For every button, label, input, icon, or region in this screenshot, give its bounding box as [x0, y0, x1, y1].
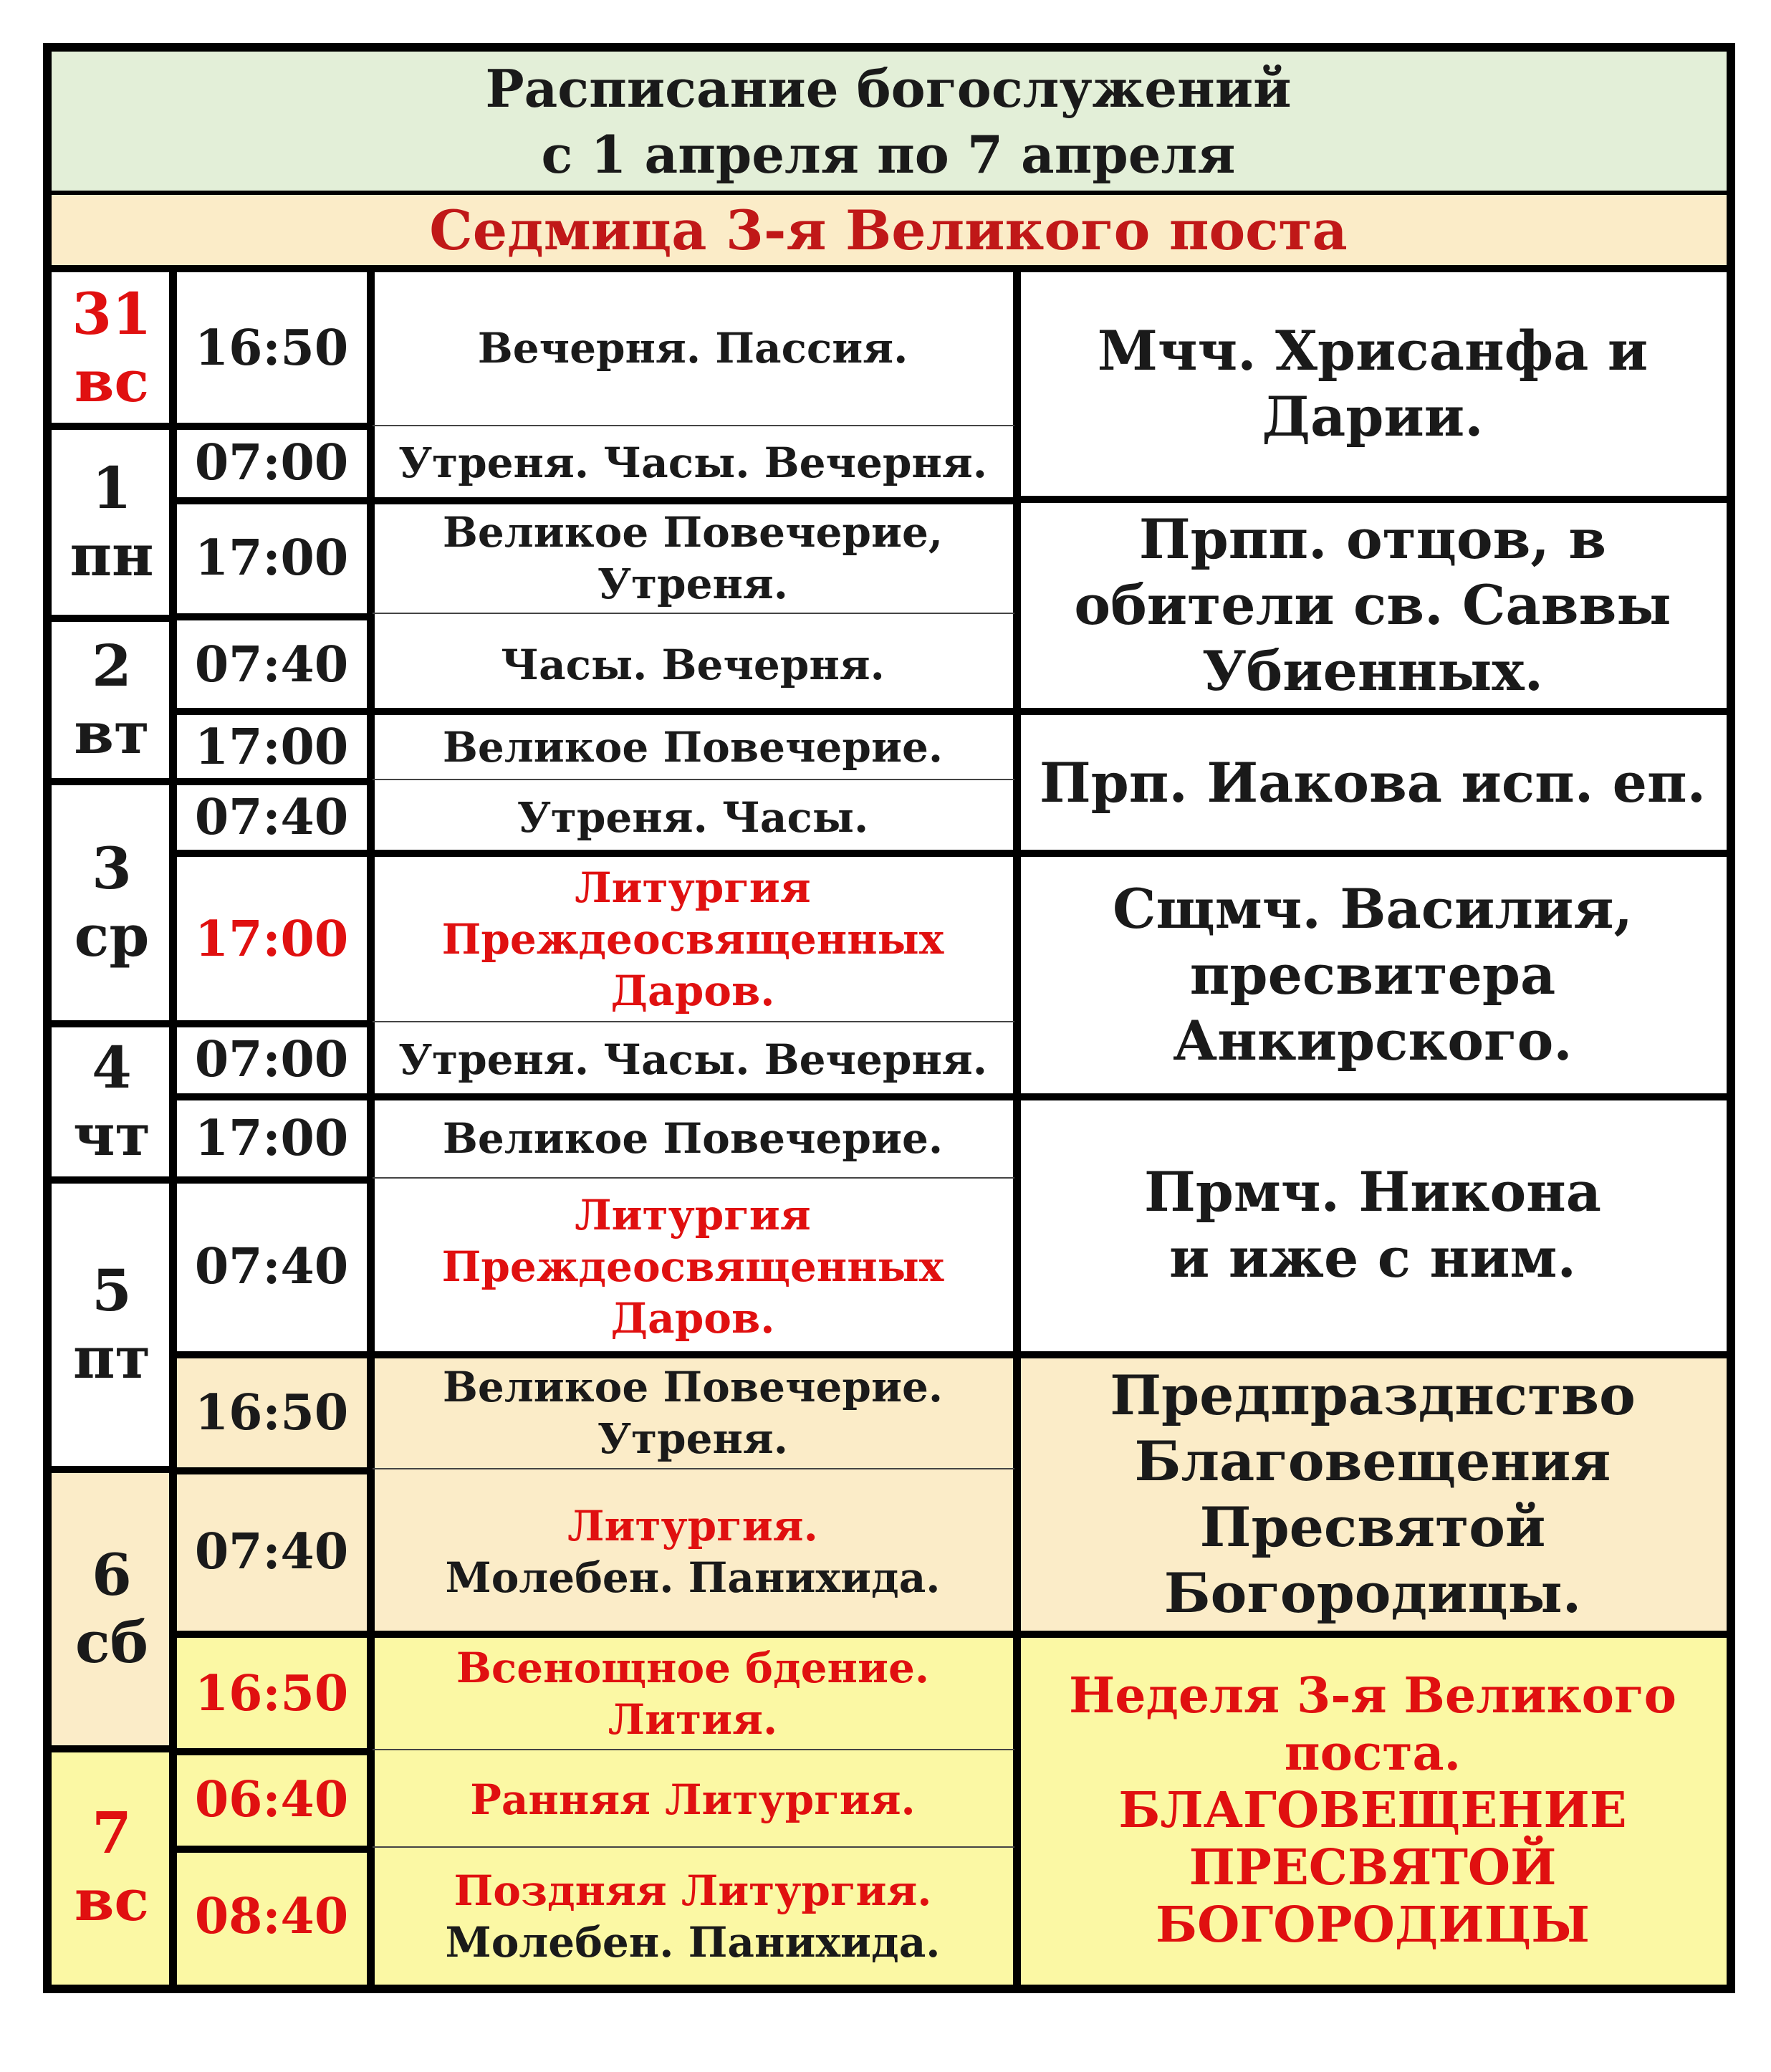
service-cell — [375, 1851, 1010, 1982]
time: 07:00 — [194, 1031, 349, 1088]
service-cell — [375, 1638, 1010, 1750]
saint-cell — [1019, 1357, 1727, 1632]
header-sep-thick — [52, 265, 1727, 272]
saint-line: и иже с ним. — [1169, 1226, 1576, 1290]
saint-line: Благовещения — [1134, 1429, 1611, 1493]
service-cell — [375, 784, 1010, 851]
service-cell — [375, 620, 1010, 709]
row-sep — [173, 1351, 371, 1358]
service-line: Преждеосвященных — [441, 915, 944, 964]
time-cell — [175, 1026, 368, 1093]
time: 17:00 — [194, 1110, 349, 1167]
time-cell — [175, 784, 368, 851]
service-line: Литургия — [575, 1191, 811, 1239]
service-line: Литургия — [575, 863, 811, 912]
saint-line: Пресвятой — [1199, 1495, 1546, 1559]
row-sep — [1017, 1631, 1728, 1638]
day-number: 6 — [92, 1541, 132, 1608]
service-cell — [375, 272, 1010, 424]
service-line: Ранняя Литургия. — [470, 1775, 916, 1824]
row-sep — [173, 1467, 371, 1474]
row-sep — [52, 1020, 173, 1027]
row-sep-thin — [373, 425, 1014, 426]
saint-line: Неделя 3-я Великого — [1068, 1667, 1676, 1725]
service-line: Великое Повечерие. — [442, 723, 944, 772]
day-5 — [52, 1182, 172, 1466]
service-line: Великое Повечерие. — [442, 1363, 944, 1411]
row-sep — [1017, 1351, 1728, 1358]
service-cell — [375, 1473, 1010, 1631]
row-sep-thin — [373, 1021, 1014, 1022]
day-number: 5 — [92, 1257, 132, 1324]
saint-line: Сщмч. Василия, — [1113, 877, 1633, 941]
row-sep — [373, 1631, 1014, 1638]
service-cell — [375, 504, 1010, 612]
time-cell — [175, 427, 368, 499]
row-sep — [373, 1093, 1014, 1100]
time: 08:40 — [194, 1888, 349, 1945]
row-sep — [1017, 496, 1728, 503]
row-sep — [173, 423, 371, 430]
time-cell — [175, 857, 368, 1022]
service-line: Всенощное бдение. — [456, 1644, 930, 1692]
day-7 — [52, 1751, 172, 1982]
time: 07:40 — [194, 636, 349, 694]
service-line: Молебен. Панихида. — [445, 1918, 941, 1967]
row-sep — [173, 778, 371, 785]
time: 17:00 — [194, 719, 349, 776]
row-sep — [173, 497, 371, 504]
day-weekday: сб — [75, 1608, 149, 1676]
day-number: 31 — [72, 280, 152, 347]
border-bottom — [43, 1985, 1735, 1993]
title-line-2: с 1 апреля по 7 апреля — [541, 124, 1236, 185]
col-sep-3 — [1013, 269, 1021, 1986]
row-sep-thin — [373, 1468, 1014, 1469]
day-4 — [52, 1026, 172, 1176]
saint-line: БЛАГОВЕЩЕНИЕ — [1118, 1782, 1627, 1839]
service-line: Утреня. Часы. Вечерня. — [398, 438, 987, 487]
week-label: Седмица 3-я Великого поста — [429, 198, 1348, 262]
day-2 — [52, 620, 172, 778]
row-sep — [373, 1351, 1014, 1358]
time: 16:50 — [194, 320, 349, 377]
day-number: 7 — [92, 1799, 132, 1866]
time-cell — [175, 620, 368, 709]
day-number: 2 — [92, 632, 132, 699]
saint-line: Предпразднство — [1110, 1363, 1636, 1427]
saint-cell — [1019, 715, 1727, 851]
service-line: Преждеосвященных — [441, 1242, 944, 1291]
service-cell — [375, 1026, 1010, 1093]
time-cell — [175, 272, 368, 424]
saint-cell — [1019, 1099, 1727, 1351]
service-line: Поздняя Литургия. — [453, 1866, 932, 1915]
border-top — [43, 43, 1735, 52]
saint-line: Прмч. Никона — [1143, 1160, 1602, 1224]
time-cell — [175, 1099, 368, 1178]
service-cell — [375, 715, 1010, 780]
service-cell — [375, 1357, 1010, 1469]
saint-cell — [1019, 502, 1727, 709]
service-line: Утреня. Часы. Вечерня. — [398, 1035, 987, 1084]
time: 16:50 — [194, 1384, 349, 1442]
row-sep — [52, 1745, 173, 1752]
saint-line: Дарии. — [1262, 385, 1484, 449]
time: 07:00 — [194, 434, 349, 491]
row-sep — [173, 1020, 371, 1027]
saint-line: ПРЕСВЯТОЙ — [1189, 1839, 1557, 1896]
day-6 — [52, 1472, 172, 1745]
title-line-1: Расписание богослужений — [485, 58, 1292, 119]
service-cell — [375, 857, 1010, 1022]
row-sep — [173, 1748, 371, 1755]
time-cell — [175, 1851, 368, 1982]
row-sep — [1017, 708, 1728, 715]
service-line: Вечерня. Пассия. — [477, 324, 908, 373]
saint-cell — [1019, 272, 1727, 496]
row-sep — [173, 1631, 371, 1638]
row-sep — [373, 850, 1014, 857]
service-line: Утреня. — [597, 560, 788, 608]
service-line: Великое Повечерие, — [442, 508, 944, 557]
service-line: Даров. — [610, 967, 775, 1015]
day-number: 1 — [92, 454, 132, 522]
row-sep — [52, 615, 173, 622]
service-line: Молебен. Панихида. — [445, 1553, 941, 1602]
service-cell — [375, 427, 1010, 499]
service-line: Лития. — [608, 1695, 778, 1744]
border-left — [43, 43, 52, 1993]
week-banner — [50, 193, 1727, 268]
time: 17:00 — [194, 529, 349, 587]
row-sep — [173, 1176, 371, 1184]
row-sep — [173, 1846, 371, 1853]
day-weekday: вс — [74, 347, 150, 415]
day-weekday: пн — [69, 522, 154, 589]
service-cell — [375, 1099, 1010, 1178]
day-31 — [52, 272, 172, 423]
row-sep — [52, 423, 173, 430]
saint-line: Мчч. Хрисанфа и — [1097, 319, 1648, 383]
service-line: Великое Повечерие. — [442, 1114, 944, 1163]
time-cell — [175, 1754, 368, 1846]
day-weekday: вс — [74, 1866, 150, 1934]
service-line: Утреня. — [597, 1414, 788, 1463]
saint-line: Убиенных. — [1201, 639, 1544, 703]
service-line: Часы. Вечерня. — [501, 641, 885, 689]
service-line: Даров. — [610, 1294, 775, 1343]
col-sep-2 — [367, 269, 375, 1986]
service-line: Литургия. — [567, 1502, 818, 1550]
saint-cell-sunday — [1019, 1638, 1727, 1983]
time-cell — [175, 504, 368, 612]
time: 07:40 — [194, 1523, 349, 1581]
saint-line: Богородицы. — [1163, 1561, 1582, 1625]
row-sep — [1017, 1093, 1728, 1100]
time: 07:40 — [194, 789, 349, 846]
service-cell — [375, 1182, 1010, 1351]
day-weekday: ср — [74, 902, 150, 969]
time: 07:40 — [194, 1238, 349, 1295]
day-1 — [52, 428, 172, 615]
row-sep — [373, 497, 1014, 504]
row-sep-thin — [373, 779, 1014, 780]
saint-line: Анкирского. — [1173, 1009, 1573, 1073]
saint-cell — [1019, 857, 1727, 1093]
row-sep-thin — [373, 1177, 1014, 1179]
row-sep — [52, 778, 173, 785]
row-sep — [173, 850, 371, 857]
row-sep — [173, 613, 371, 620]
time-cell — [175, 1638, 368, 1750]
service-line: Утреня. Часы. — [517, 793, 869, 842]
row-sep — [52, 1176, 173, 1184]
col-sep-1 — [169, 269, 177, 1986]
border-right — [1727, 43, 1735, 1993]
row-sep-thin — [373, 613, 1014, 614]
row-sep-thin — [373, 1846, 1014, 1848]
day-3 — [52, 784, 172, 1020]
saint-line: Прп. Иакова исп. еп. — [1039, 751, 1707, 815]
time-cell — [175, 715, 368, 780]
day-weekday: вт — [74, 699, 150, 767]
header-sep — [52, 191, 1727, 195]
saint-line: поста. — [1284, 1725, 1462, 1782]
row-sep — [52, 1466, 173, 1473]
saint-line: БОГОРОДИЦЫ — [1155, 1896, 1590, 1954]
row-sep — [173, 1093, 371, 1100]
service-cell — [375, 1754, 1010, 1846]
time-cell — [175, 1473, 368, 1631]
time: 16:50 — [194, 1665, 349, 1722]
saint-line: пресвитера — [1189, 943, 1556, 1007]
row-sep — [173, 708, 371, 715]
day-number: 3 — [92, 835, 132, 902]
time-cell — [175, 1182, 368, 1351]
time: 06:40 — [194, 1771, 349, 1828]
row-sep — [1017, 850, 1728, 857]
day-number: 4 — [92, 1034, 132, 1101]
row-sep-thin — [373, 1749, 1014, 1750]
saint-line: обители св. Саввы — [1074, 573, 1671, 637]
time-cell — [175, 1357, 368, 1469]
day-weekday: пт — [72, 1324, 151, 1391]
day-weekday: чт — [72, 1101, 151, 1169]
schedule-title — [50, 50, 1727, 193]
saint-line: Прпп. отцов, в — [1138, 507, 1607, 571]
row-sep — [373, 708, 1014, 715]
time: 17:00 — [194, 911, 349, 968]
